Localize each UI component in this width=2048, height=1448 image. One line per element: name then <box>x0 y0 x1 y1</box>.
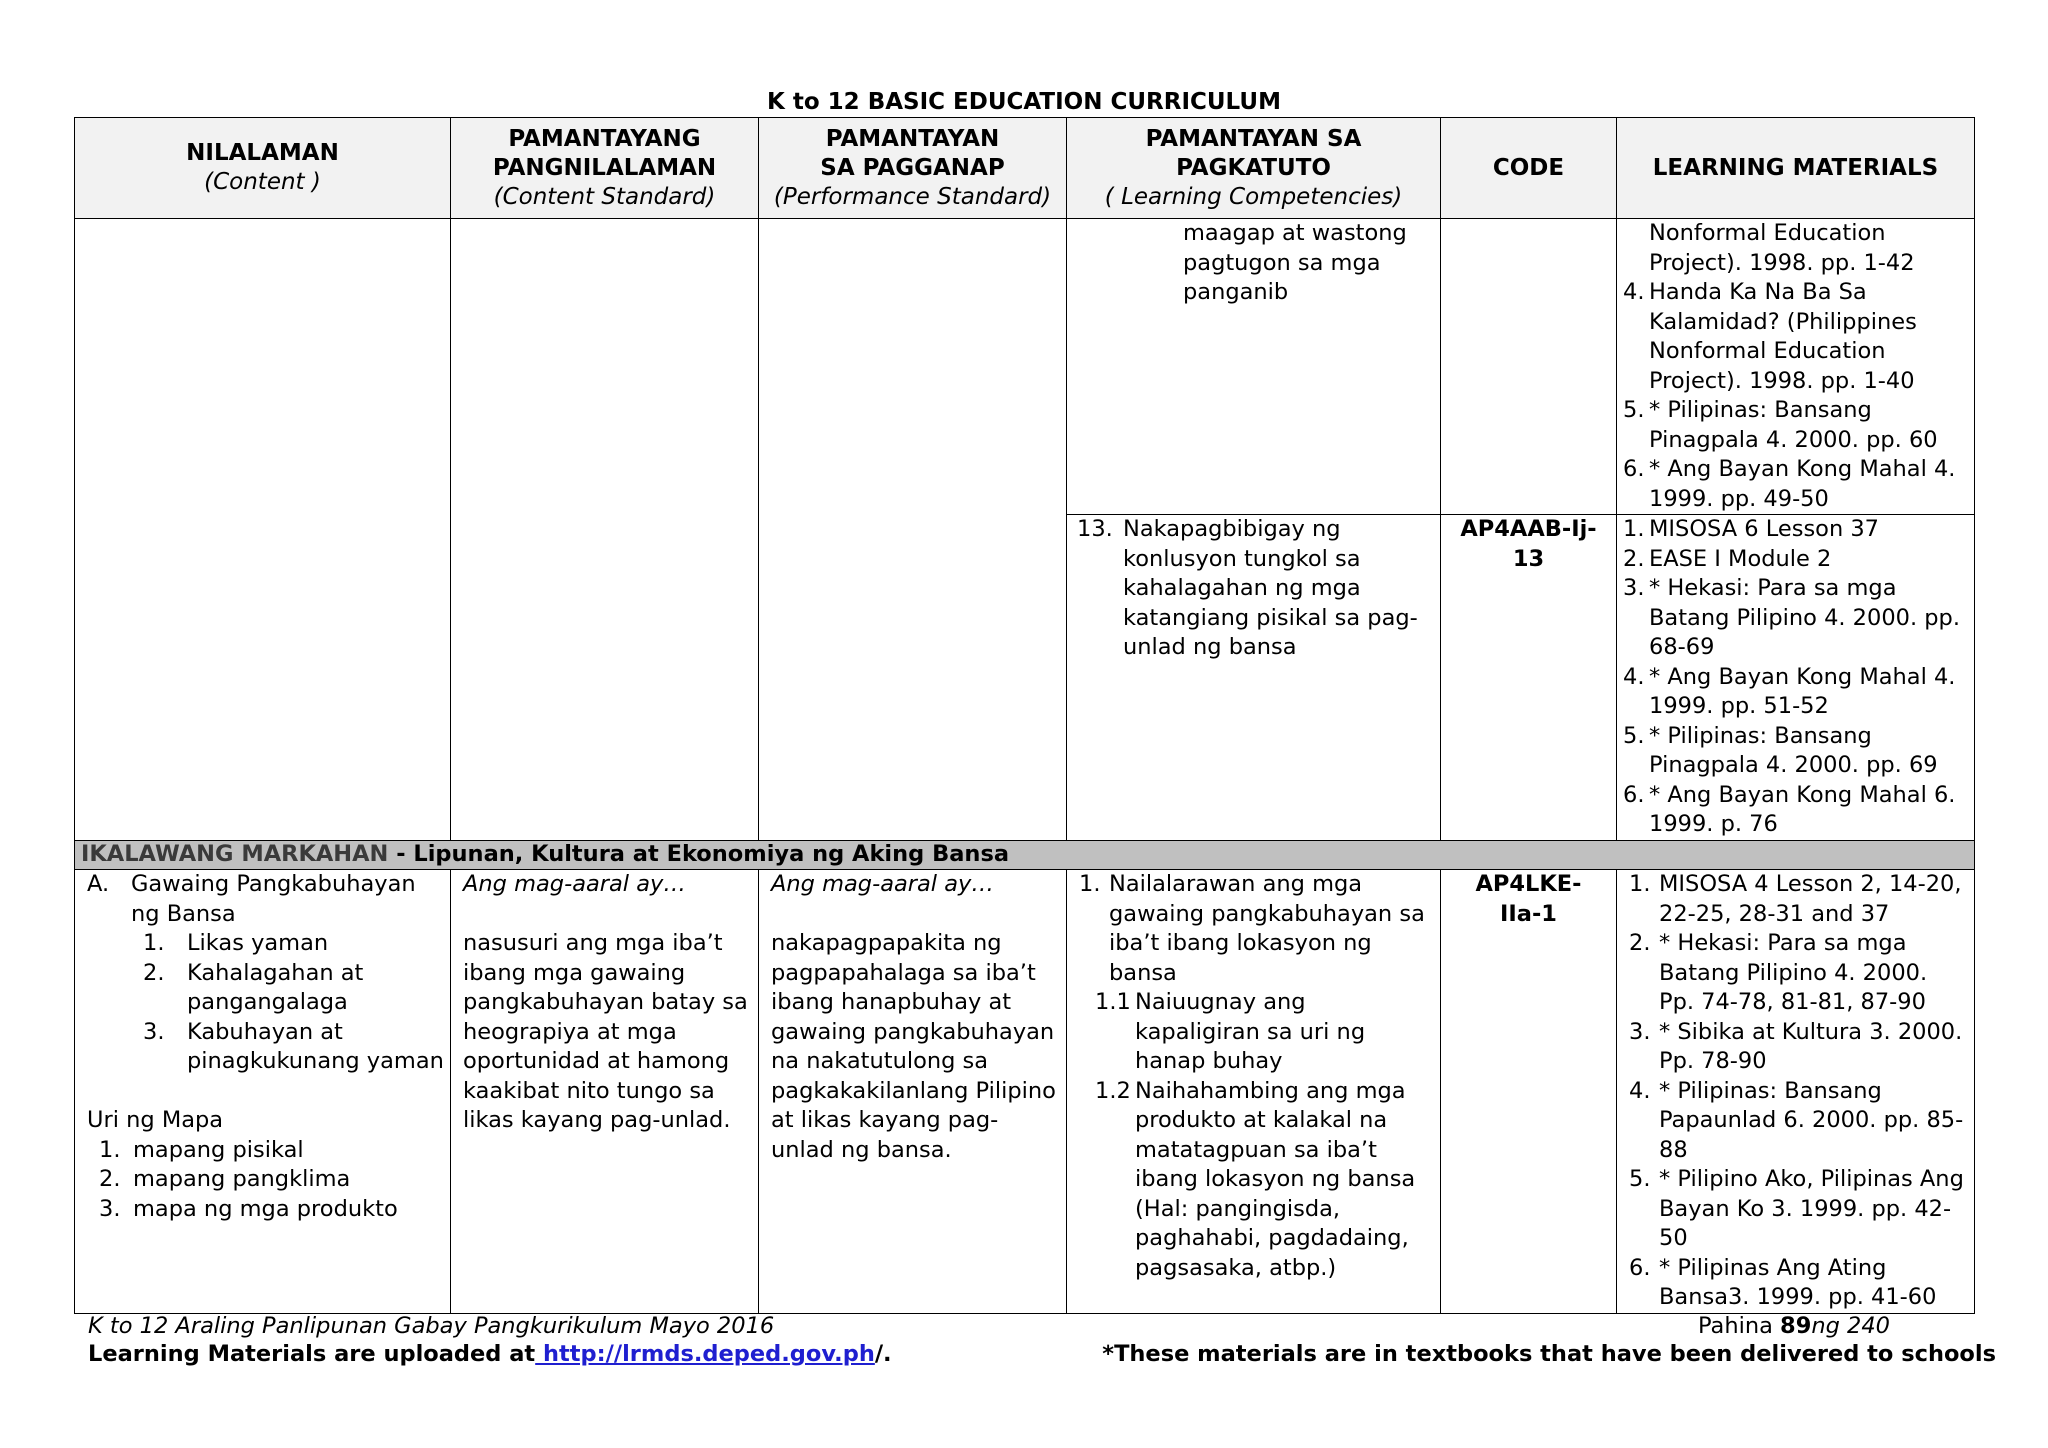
header-performance-standard-sub: (Performance Standard) <box>773 183 1052 210</box>
list-item <box>1623 545 1968 575</box>
item-text: MISOSA 6 Lesson 37 <box>1649 516 1879 542</box>
item-text: Nonformal Education Project). 1998. pp. 1-42 <box>1649 220 1915 276</box>
list-item <box>143 929 444 959</box>
content-cell <box>75 219 451 841</box>
header-content <box>75 118 451 219</box>
item-text: Nailalarawan ang mga gawaing pangkabuhayan sa iba’t ibang lokasyon ng bansa <box>1109 871 1425 986</box>
lrmds-link[interactable]: http://lrmds.deped.gov.ph <box>535 1341 875 1367</box>
materials-cell <box>1617 515 1975 841</box>
item-text: Gawaing Pangkabuhayan ng Bansa <box>131 871 416 927</box>
item-number: 2. <box>143 959 165 986</box>
competency-line: panganib <box>1183 279 1289 305</box>
quarter-band-row <box>75 841 1975 870</box>
list-item <box>1095 988 1434 1077</box>
list-item <box>1623 663 1968 722</box>
list-item <box>1629 870 1968 929</box>
list-item <box>1079 870 1434 988</box>
header-learning-competencies <box>1067 118 1441 219</box>
item-number: 4. <box>1623 663 1645 690</box>
item-number: 4. <box>1629 1077 1651 1104</box>
list-item <box>1623 515 1968 545</box>
performance-standard-cell <box>759 870 1067 1314</box>
table-row <box>75 870 1975 1314</box>
item-number: 6. <box>1629 1254 1651 1281</box>
map-heading: Uri ng Mapa <box>87 1107 224 1133</box>
item-text: Naihahambing ang mga produkto at kalakal na matatagpuan sa iba’t ibang lokasyon ng bansa (Hal: pangingisda, paghahabi, pagdadaing, pagsasaka, atbp.) <box>1135 1077 1416 1281</box>
item-number: 1. <box>99 1136 121 1163</box>
item-number: 3. <box>143 1018 165 1045</box>
item-text: MISOSA 4 Lesson 2, 14-20, 22-25, 28-31 and 37 <box>1659 871 1962 927</box>
item-text: * Sibika at Kultura 3. 2000. Pp. 78-90 <box>1659 1018 1963 1074</box>
list-item <box>99 1165 444 1195</box>
performance-standard-cell <box>759 219 1067 841</box>
item-text: * Hekasi: Para sa mga Batang Pilipino 4. 2000. Pp. 74-78, 81-81, 87-90 <box>1659 930 1928 1015</box>
code-line: AP4AAB-Ij- <box>1460 516 1597 542</box>
list-item <box>1623 396 1968 455</box>
item-number: 1. <box>1629 871 1651 897</box>
header-content-main: NILALAMAN <box>186 140 339 166</box>
header-performance-standard <box>759 118 1067 219</box>
header-performance-standard-main2: SA PAGGANAP <box>820 154 1005 181</box>
item-text: * Pilipinas: Bansang Pinagpala 4. 2000. pp. 60 <box>1649 397 1938 453</box>
item-number: 5. <box>1623 722 1645 749</box>
item-text: mapang pangklima <box>133 1166 351 1192</box>
content-sublist <box>87 929 444 1077</box>
materials-list <box>1623 515 1968 840</box>
item-text: Kabuhayan at pinagkukunang yaman <box>187 1018 444 1074</box>
list-item <box>1629 1018 1968 1077</box>
footer-upload-suffix: /. <box>874 1341 892 1367</box>
item-text: mapa ng mga produkto <box>133 1195 398 1222</box>
quarter-name: IKALAWANG MARKAHAN <box>81 841 389 867</box>
item-text: Kahalagahan at pangangalaga <box>187 959 364 1015</box>
item-text: Naiuugnay ang kapaligiran sa uri ng hanap buhay <box>1135 989 1366 1074</box>
document-title: K to 12 BASIC EDUCATION CURRICULUM <box>767 89 1281 115</box>
item-number: 6. <box>1623 456 1645 482</box>
header-learning-competencies-main1: PAMANTAYAN SA <box>1145 125 1362 152</box>
code-cell <box>1441 870 1617 1314</box>
item-number: 13. <box>1077 516 1113 542</box>
item-number: 2. <box>1623 545 1645 572</box>
item-number: 2. <box>99 1166 121 1192</box>
content-standard-cell <box>451 219 759 841</box>
item-number: A. <box>87 871 110 897</box>
item-number: 1. <box>1623 516 1645 542</box>
competency-sublist <box>1079 988 1434 1283</box>
item-text: * Pilipino Ako, Pilipinas Ang Bayan Ko 3. 1999. pp. 42-50 <box>1659 1166 1964 1251</box>
footer-guide-title: K to 12 Araling Panlipunan Gabay Pangkurikulum Mayo 2016 <box>88 1313 775 1339</box>
item-number: 5. <box>1623 397 1645 423</box>
list-item <box>99 1136 444 1166</box>
item-number: 4. <box>1623 279 1645 305</box>
header-learning-competencies-main2: PAGKATUTO <box>1176 154 1331 181</box>
list-item <box>143 1018 444 1077</box>
materials-list <box>1623 219 1968 514</box>
item-number: 1.1 <box>1095 989 1131 1015</box>
list-item <box>1077 515 1434 663</box>
header-content-standard-sub: (Content Standard) <box>493 183 716 210</box>
item-text: Handa Ka Na Ba Sa Kalamidad? (Philippines Nonformal Education Project). 1998. pp. 1-40 <box>1649 279 1917 394</box>
item-text: EASE I Module 2 <box>1649 545 1832 572</box>
page-number: 89 <box>1780 1313 1812 1339</box>
header-content-standard-main1: PAMANTAYANG <box>508 125 701 152</box>
item-text: * Ang Bayan Kong Mahal 4. 1999. pp. 49-50 <box>1649 456 1956 512</box>
item-number: 2. <box>1629 930 1651 956</box>
list-item <box>1623 219 1968 278</box>
list-item <box>99 1195 444 1225</box>
header-content-sub: (Content ) <box>204 169 321 195</box>
content-standard-intro: Ang mag-aaral ay… <box>463 871 686 897</box>
header-learning-materials: LEARNING MATERIALS <box>1617 118 1975 219</box>
quarter-band <box>75 841 1975 870</box>
item-text: Likas yaman <box>187 930 329 956</box>
list-item <box>1095 1077 1434 1284</box>
header-code: CODE <box>1441 118 1617 219</box>
page-prefix: Pahina <box>1697 1313 1781 1339</box>
item-text: * Ang Bayan Kong Mahal 4. 1999. pp. 51-52 <box>1649 663 1956 719</box>
curriculum-table <box>74 117 1975 1314</box>
item-text: * Pilipinas: Bansang Pinagpala 4. 2000. pp. 69 <box>1649 722 1938 778</box>
list-item <box>1623 781 1968 840</box>
header-content-standard <box>451 118 759 219</box>
list-item <box>1629 1254 1968 1313</box>
code-line: 13 <box>1512 545 1545 572</box>
header-performance-standard-main1: PAMANTAYAN <box>825 125 1000 152</box>
competency-list <box>1079 870 1434 988</box>
page-indicator <box>1102 1312 1996 1340</box>
materials-cell <box>1617 870 1975 1314</box>
header-row <box>75 118 1975 219</box>
content-cell <box>75 870 451 1314</box>
item-number: 3. <box>1623 575 1645 601</box>
header-learning-competencies-sub: ( Learning Competencies) <box>1104 183 1403 210</box>
table-row <box>75 219 1975 515</box>
list-item <box>143 959 444 1018</box>
item-text: mapang pisikal <box>133 1136 304 1163</box>
list-item <box>1623 574 1968 663</box>
materials-cell <box>1617 219 1975 515</box>
item-text: * Ang Bayan Kong Mahal 6. 1999. p. 76 <box>1649 781 1956 837</box>
performance-standard-intro: Ang mag-aaral ay… <box>771 871 994 897</box>
list-item <box>1629 1077 1968 1166</box>
footer-left <box>88 1312 892 1368</box>
code-line: IIa-1 <box>1500 900 1557 927</box>
item-text: * Pilipinas: Bansang Papaunlad 6. 2000. pp. 85-88 <box>1659 1077 1964 1163</box>
code-cell <box>1441 515 1617 841</box>
item-number: 5. <box>1629 1166 1651 1192</box>
performance-standard-text: nakapagpapakita ng pagpapahalaga sa iba’t ibang hanapbuhay at gawaing pangkabuhayan na nakatutulong sa pagkakakilanlang Pilipino at likas kayang pag-unlad ng bansa. <box>771 930 1056 1163</box>
item-number: 1. <box>1079 871 1101 897</box>
quarter-theme: - Lipunan, Kultura at Ekonomiya ng Aking Bansa <box>388 841 1010 867</box>
item-number: 3. <box>1629 1018 1651 1045</box>
code-cell <box>1441 219 1617 515</box>
list-item <box>1623 278 1968 396</box>
list-item <box>87 870 444 929</box>
competency-cell <box>1067 515 1441 841</box>
competency-line: pagtugon sa mga <box>1183 249 1381 276</box>
item-text: Nakapagbibigay ng konlusyon tungkol sa kahalagahan ng mga katangiang pisikal sa pag-unlad ng bansa <box>1123 516 1418 660</box>
item-number: 1.2 <box>1095 1077 1131 1104</box>
item-text: * Pilipinas Ang Ating Bansa3. 1999. pp. 41-60 <box>1659 1254 1937 1310</box>
content-list <box>87 870 444 929</box>
textbook-note: *These materials are in textbooks that have been delivered to schools <box>1102 1341 1996 1367</box>
competency-line: maagap at wastong <box>1183 220 1407 246</box>
item-text: * Hekasi: Para sa mga Batang Pilipino 4. 2000. pp. 68-69 <box>1649 575 1960 660</box>
materials-list <box>1629 870 1968 1313</box>
competency-cell <box>1067 219 1441 515</box>
item-number: 1. <box>143 930 165 956</box>
list-item <box>1629 929 1968 1018</box>
content-standard-cell <box>451 870 759 1314</box>
list-item <box>1629 1165 1968 1254</box>
footer-right <box>1102 1312 1996 1368</box>
code-line: AP4LKE- <box>1475 871 1582 897</box>
map-list <box>87 1136 444 1225</box>
list-item <box>1623 455 1968 514</box>
content-standard-text: nasusuri ang mga iba’t ibang mga gawaing pangkabuhayan batay sa heograpiya at mga oportunidad at hamong kaakibat nito tungo sa likas kayang pag-unlad. <box>463 930 748 1133</box>
footer-upload-note <box>88 1340 892 1368</box>
item-number <box>1623 219 1649 278</box>
competency-list <box>1077 515 1434 663</box>
header-content-standard-main2: PANGNILALAMAN <box>492 154 717 181</box>
competency-cell <box>1067 870 1441 1314</box>
item-number: 3. <box>99 1195 121 1222</box>
page-total: ng 240 <box>1811 1313 1890 1339</box>
footer-upload-prefix: Learning Materials are uploaded at <box>88 1341 536 1367</box>
list-item <box>1623 722 1968 781</box>
item-number: 6. <box>1623 781 1645 808</box>
